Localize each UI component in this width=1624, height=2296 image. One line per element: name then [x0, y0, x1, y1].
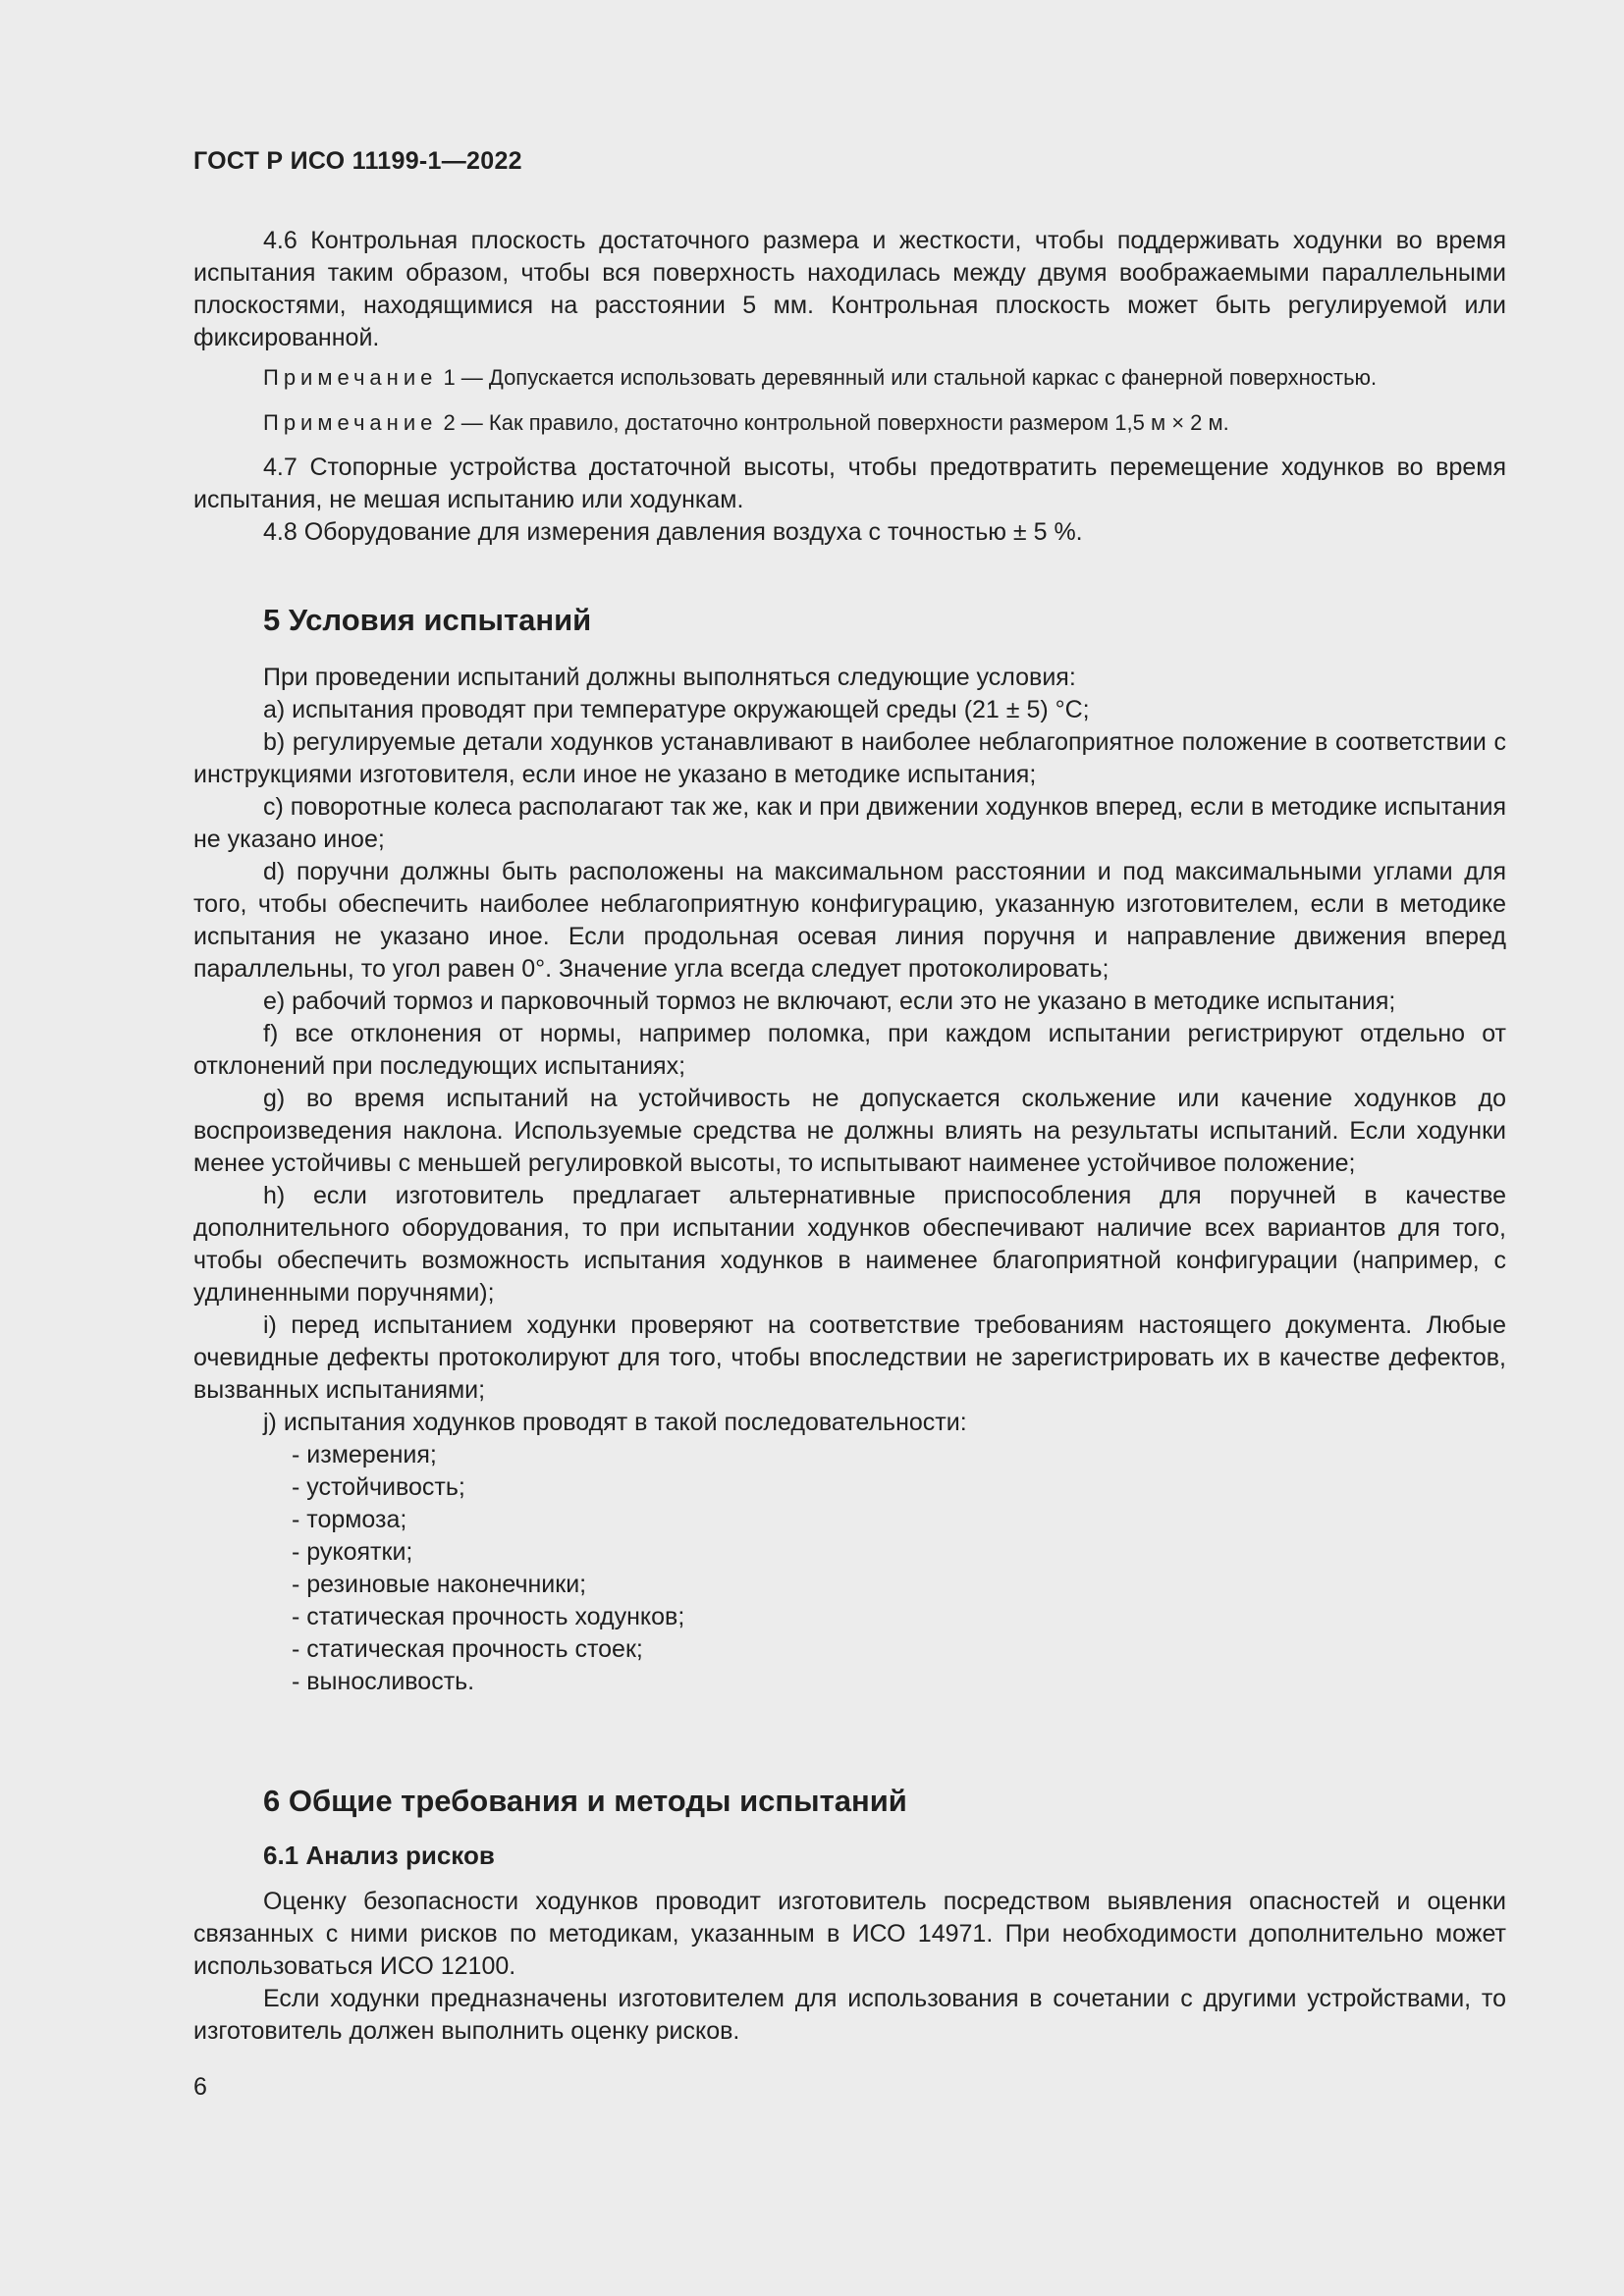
condition-f: f) все отклонения от нормы, например поломка, при каждом испытании регистрируют отдельно от отклонений при последующих испытаниях; [193, 1020, 1506, 1080]
note-1-text: 1 — Допускается использовать деревянный или стальной каркас с фанерной поверхностью. [437, 365, 1378, 390]
condition-b: b) регулируемые детали ходунков устанавливают в наиболее неблагоприятное положение в соответствии с инструкциями изготовителя, если иное не указано в методике испытания; [193, 728, 1506, 788]
condition-h: h) если изготовитель предлагает альтернативные приспособления для поручней в качестве дополнительного оборудования, то при испытании ходунков обеспечивают наличие всех вариантов для того, чтобы обеспечить возможность испытания ходунков в наименее благоприятной конфигурации (например, с удлиненными поручнями); [193, 1182, 1506, 1307]
condition-a: a) испытания проводят при температуре окружающей среды (21 ± 5) °С; [263, 696, 1090, 723]
paragraph-4-6: 4.6 Контрольная плоскость достаточного размера и жесткости, чтобы поддерживать ходунки во время испытания таким образом, чтобы вся поверхность находилась между двумя воображаемыми параллельными плоскостями, находящимися на расстоянии 5 мм. Контрольная плоскость может быть регулируемой или фиксированной. [193, 227, 1506, 351]
sequence-item: - статическая прочность ходунков; [292, 1603, 685, 1630]
paragraph-4-8: 4.8 Оборудование для измерения давления воздуха с точностью ± 5 %. [263, 518, 1083, 546]
condition-g: g) во время испытаний на устойчивость не допускается скольжение или качение ходунков до воспроизведения наклона. Используемые средства не должны влиять на результаты испытаний. Если ходунки менее устойчивы с меньшей регулировкой высоты, то испытывают наименее устойчивое положение; [193, 1085, 1506, 1177]
sequence-item: - измерения; [292, 1441, 437, 1468]
section-5 [193, 601, 1506, 1698]
paragraph-6-1-a: Оценку безопасности ходунков проводит изготовитель посредством выявления опасностей и оценки связанных с ними рисков по методикам, указанным в ИСО 14971. При необходимости дополнительно может использоваться ИСО 12100. [193, 1888, 1506, 1980]
heading-section-6: 6 Общие требования и методы испытаний [263, 1784, 907, 1818]
heading-section-5: 5 Условия испытаний [263, 603, 592, 637]
paragraph-4-7: 4.7 Стопорные устройства достаточной высоты, чтобы предотвратить перемещение ходунков во время испытания, не мешая испытанию или ходункам. [193, 454, 1506, 513]
note-1-label: Примечание [263, 365, 438, 390]
note-2-text: 2 — Как правило, достаточно контрольной поверхности размером 1,5 м × 2 м. [437, 410, 1229, 435]
sequence-item: - тормоза; [292, 1506, 407, 1533]
sequence-item: - устойчивость; [292, 1473, 465, 1501]
sequence-item: - резиновые наконечники; [292, 1571, 587, 1598]
paragraph-6-1-b: Если ходунки предназначены изготовителем для использования в сочетании с другими устройствами, то изготовитель должен выполнить оценку рисков. [193, 1985, 1506, 2045]
section-5-intro: При проведении испытаний должны выполняться следующие условия: [263, 664, 1076, 691]
heading-6-1: 6.1 Анализ рисков [263, 1841, 495, 1870]
condition-j: j) испытания ходунков проводят в такой последовательности: [263, 1409, 967, 1436]
sequence-item: - рукоятки; [292, 1538, 413, 1566]
section-4-end [193, 225, 1506, 549]
note-2 [193, 408, 1506, 438]
condition-i: i) перед испытанием ходунки проверяют на соответствие требованиям настоящего документа. Любые очевидные дефекты протоколируют для того, чтобы впоследствии не зарегистрировать их в качестве дефектов, вызванных испытаниями; [193, 1311, 1506, 1404]
condition-c: c) поворотные колеса располагают так же, как и при движении ходунков вперед, если в методике испытания не указано иное; [193, 793, 1506, 853]
document-header: ГОСТ Р ИСО 11199-1—2022 [193, 147, 522, 175]
page-number: 6 [193, 2073, 207, 2101]
condition-e: e) рабочий тормоз и парковочный тормоз не включают, если это не указано в методике испытания; [263, 988, 1396, 1015]
note-2-label: Примечание [263, 410, 438, 435]
sequence-item: - статическая прочность стоек; [292, 1635, 643, 1663]
section-6 [193, 1782, 1506, 2048]
sequence-item: - выносливость. [292, 1668, 475, 1695]
condition-d: d) поручни должны быть расположены на максимальном расстоянии и под максимальными углами для того, чтобы обеспечить наиболее неблагоприятную конфигурацию, указанную изготовителем, если в методике испытания не указано иное. Если продольная осевая линия поручня и направление движения вперед параллельны, то угол равен 0°. Значение угла всегда следует протоколировать; [193, 858, 1506, 983]
note-1 [193, 363, 1506, 393]
